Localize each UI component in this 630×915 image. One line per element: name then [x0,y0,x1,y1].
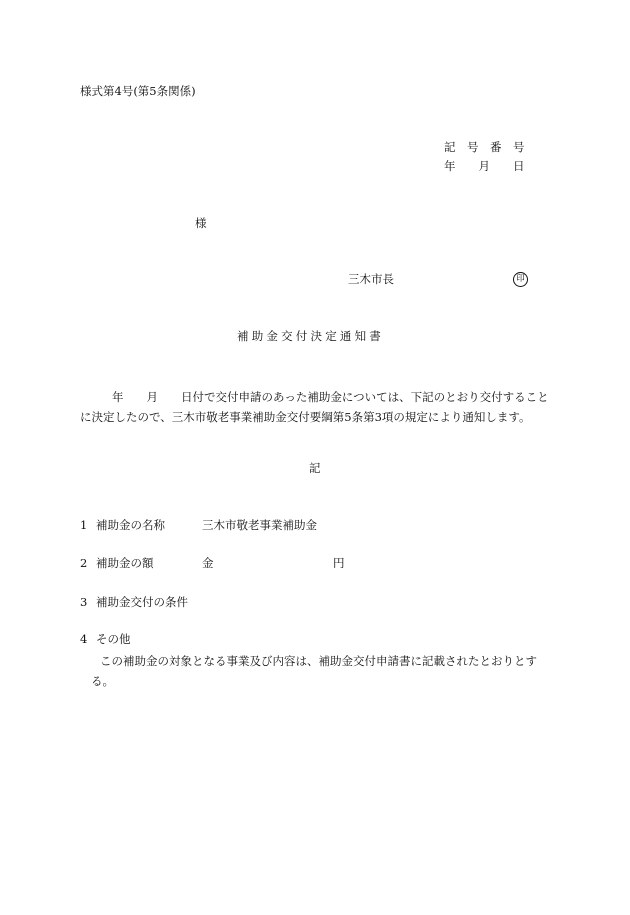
body-date-blank: 年 月 日 [112,390,193,404]
amount-suffix: 円 [333,556,345,570]
item-number-3: 3 [80,595,88,609]
item-label-1: 補助金の名称 [96,518,165,532]
addressee-suffix: 様 [195,216,207,230]
other-note [80,651,554,691]
item-label-4: その他 [96,632,131,646]
item-value-1: 三木市敬老事業補助金 [202,518,317,532]
body-text: 付で交付申請のあった補助金については、下記のとおり交付することに決定したので、三木市敬老事業補助金交付要綱第5条第3項の規定により通知します。 [80,390,549,424]
notice-body [80,387,552,427]
seal-icon [513,272,528,287]
item-number-1: 1 [80,518,88,532]
other-note-line1: この補助金の対象となる事業及び内容は、補助金交付申請書に記載されたとおりとす [100,654,537,668]
issuer-name: 三木市長 [348,272,394,286]
item-label-2: 補助金の額 [96,556,154,570]
ki-heading: 記 [309,461,321,475]
seal-mark: 印 [516,274,525,285]
item-number-4: 4 [80,632,88,646]
reference-date-line: 年 月 日 [444,159,525,173]
other-note-line2: る。 [91,674,114,688]
reference-number-line: 記 号 番 号 [444,140,525,154]
form-number: 様式第4号(第5条関係) [80,84,196,98]
document-title: 補助金交付決定通知書 [237,329,384,343]
item-label-3: 補助金交付の条件 [96,595,188,609]
amount-prefix: 金 [202,556,214,570]
item-number-2: 2 [80,556,88,570]
